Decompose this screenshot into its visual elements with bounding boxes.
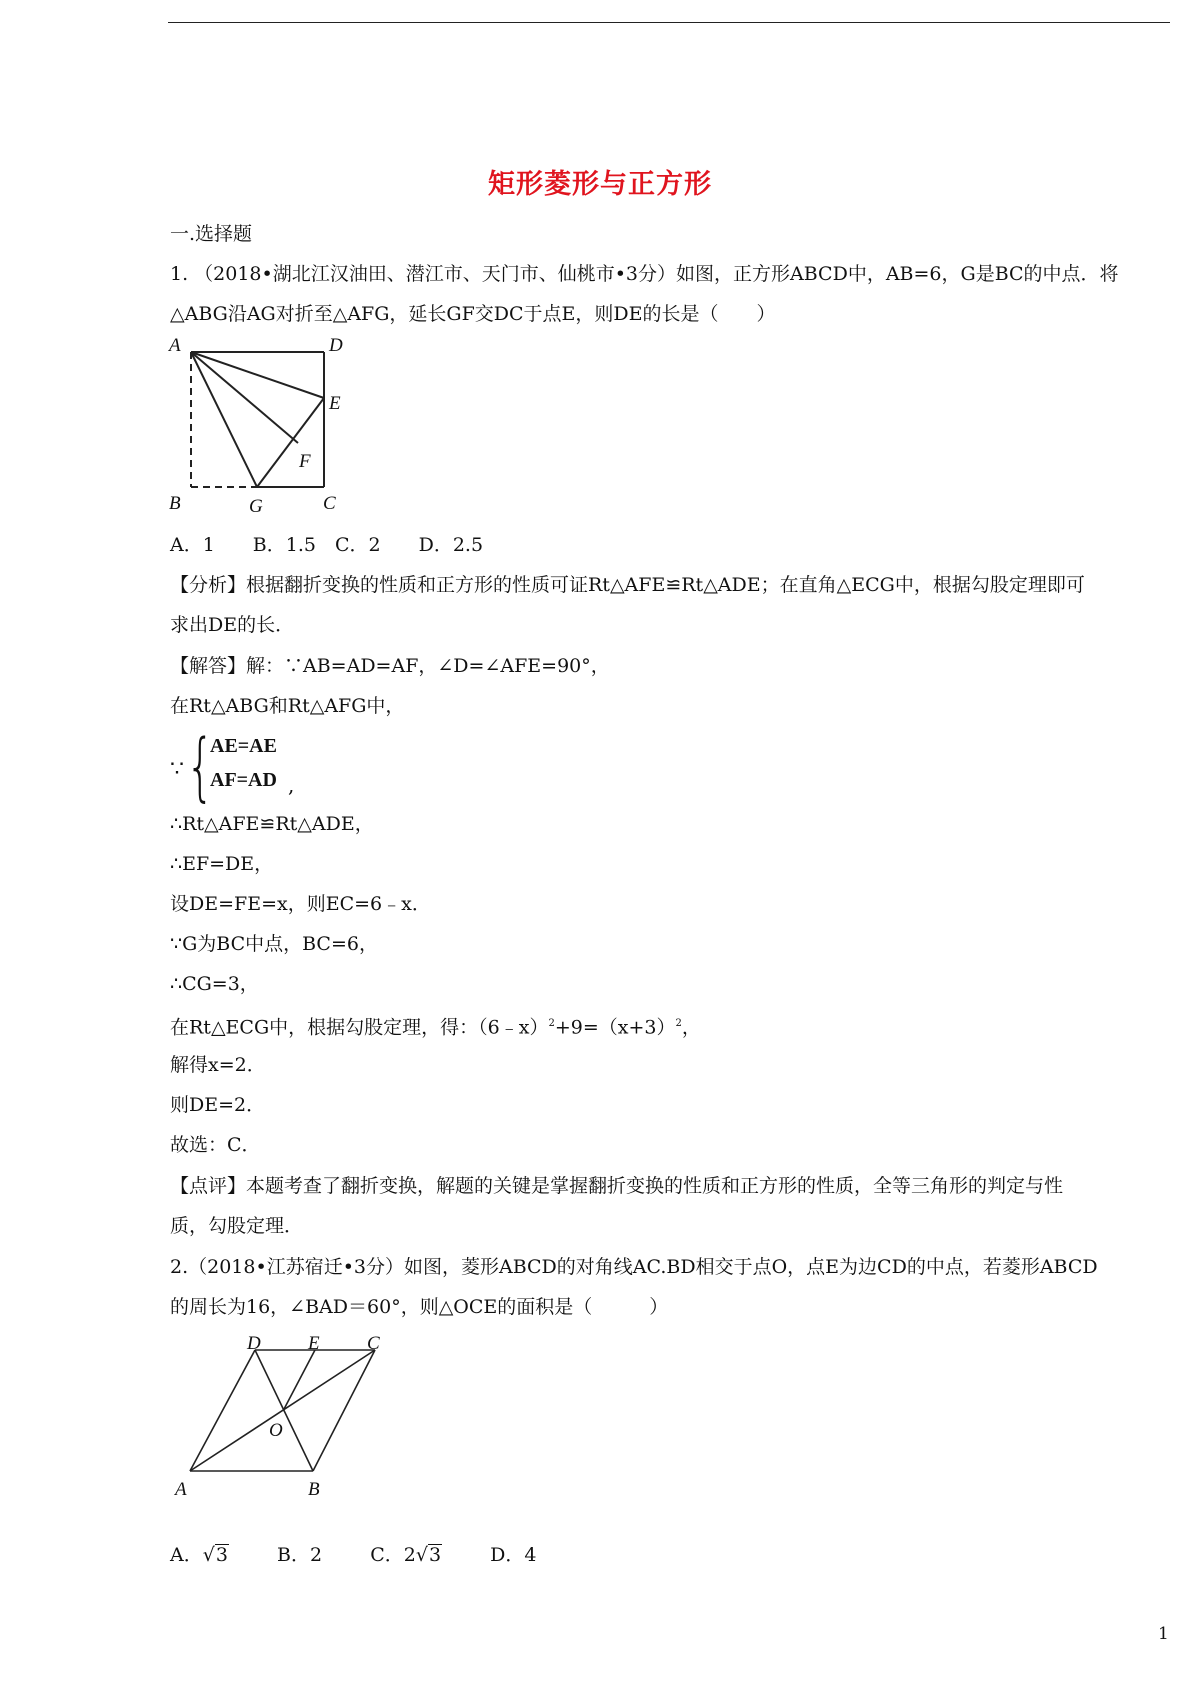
system-equation-2: AF=AD [210,769,277,791]
q1-stem-line1: 1. （2018•湖北江汉油田、潜江市、天门市、仙桃市•3分）如图，正方形ABCD中，AB=6，G是BC的中点．将 [170,263,1119,285]
left-brace: { [186,724,215,810]
pythag-pre: 在Rt△ECG中，根据勾股定理，得：（6﹣x） [170,1016,549,1039]
q1-step-1: ∴Rt△AFE≌Rt△ADE， [170,813,374,835]
pythag-sup1: 2 [548,1018,555,1029]
q1-options: A．1 B．1.5 C．2 D．2.5 [170,534,484,556]
q2-segment-oe [283,1350,315,1411]
q1-stem-line2: △ABG沿AG对折至△AFG，延长GF交DC于点E，则DE的长是（ ） [170,303,776,325]
system-comma: , [288,773,295,797]
q1-label-c: C [323,493,336,514]
q1-solution-intro: 【解答】解：∵AB=AD=AF，∠D=∠AFE=90°， [170,655,610,677]
q2-label-d: D [247,1335,261,1354]
q1-label-f: F [299,451,311,472]
q2-label-o: O [269,1420,283,1441]
q1-step-4: ∵G为BC中点，BC=6， [170,933,378,955]
q1-segment-ge [257,398,324,487]
q1-step-7: 则DE=2． [170,1094,266,1116]
q1-solution-in: 在Rt△ABG和Rt△AFG中， [170,695,405,717]
system-equation-1: AE=AE [210,735,277,757]
pythag-post: ， [681,1016,701,1039]
q1-analysis-line1: 【分析】根据翻折变换的性质和正方形的性质可证Rt△AFE≌Rt△ADE；在直角△ECG中，根据勾股定理即可 [170,574,1085,596]
q1-step-5: ∴CG=3， [170,973,259,995]
q1-step-8: 故选：C． [170,1134,261,1156]
q2-stem-line1: 2.（2018•江苏宿迁•3分）如图，菱形ABCD的对角线AC.BD相交于点O，点E为边CD的中点，若菱形ABCD [170,1256,1098,1278]
q2-label-b: B [308,1479,320,1500]
q2-option-a [170,1544,229,1566]
q1-equation-system [170,724,310,810]
q2-figure-rhombus [165,1335,395,1500]
sqrt-symbol: √3 [415,1544,442,1566]
q2-label-c: C [367,1335,380,1354]
q1-label-a: A [169,335,181,356]
radicand: 3 [428,1544,442,1566]
q1-step-6: 解得x=2． [170,1054,266,1076]
q1-label-e: E [329,393,341,414]
q1-comment-line1: 【点评】本题考查了翻折变换，解题的关键是掌握翻折变换的性质和正方形的性质，全等三角形的判定与性 [170,1175,1064,1197]
q2-edge-bc [313,1350,375,1471]
q1-label-b: B [169,493,181,514]
q1-step-3: 设DE=FE=x，则EC=6﹣x． [170,893,431,915]
page-title: 矩形菱形与正方形 [488,169,712,200]
radicand: 3 [215,1544,228,1566]
section-heading: 一.选择题 [170,223,253,245]
sqrt-symbol: √3 [202,1544,228,1566]
q2-stem-line2: 的周长为16，∠BAD＝60°，则△OCE的面积是（ ） [170,1296,669,1318]
header-rule [168,22,1170,23]
q1-step-2: ∴EF=DE， [170,853,274,875]
q2-label-a: A [175,1479,187,1500]
q2-option-d: D．4 [490,1544,537,1566]
pythag-mid: +9=（x+3） [554,1016,676,1039]
q2-options [170,1543,536,1567]
pythag-sup2: 2 [675,1018,682,1029]
q1-analysis-line2: 求出DE的长． [170,614,295,636]
q1-comment-line2: 质，勾股定理． [170,1215,304,1237]
q2-option-c-label: C．2 [370,1544,416,1566]
q1-label-g: G [249,496,263,515]
q2-label-e: E [308,1335,320,1354]
q2-option-a-label: A． [170,1544,203,1566]
q1-pythagoras-line [170,1012,701,1039]
q1-segment-af [191,352,298,443]
page-number: 1 [1158,1624,1169,1644]
q1-figure-square [165,335,365,515]
because-symbol: ∵ [170,757,184,782]
q2-edge-da [190,1350,255,1471]
q2-option-b: B．2 [277,1544,323,1566]
q1-label-d: D [329,335,343,356]
q2-option-c [370,1544,442,1566]
